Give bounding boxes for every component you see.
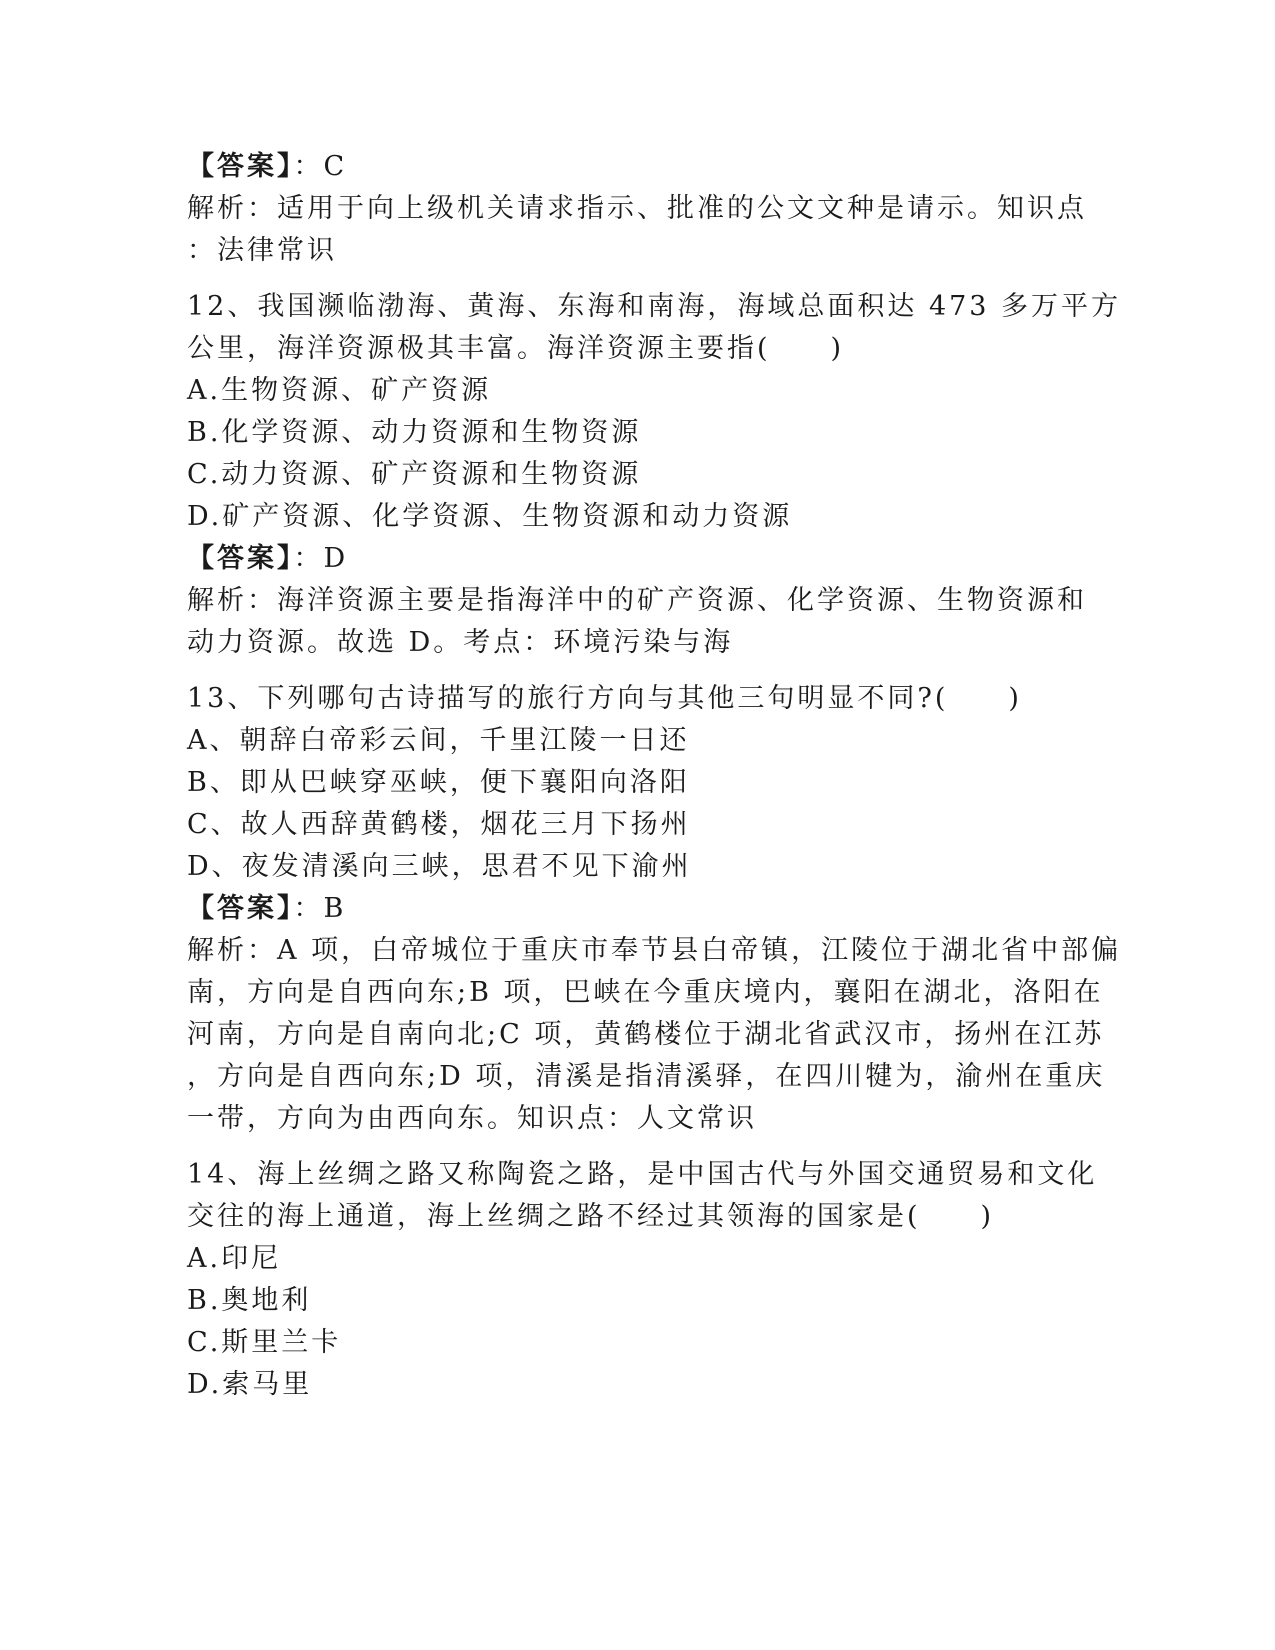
option-a: A、朝辞白帝彩云间，千里江陵一日还: [187, 725, 690, 756]
explanation-line: 河南，方向是自南向北;C 项，黄鹤楼位于湖北省武汉市，扬州在江苏: [187, 1019, 1105, 1050]
option-b: B、即从巴峡穿巫峡，便下襄阳向洛阳: [187, 767, 690, 798]
answer-value: ：C: [293, 151, 348, 182]
explanation-line: ：法律常识: [187, 235, 337, 266]
explanation-line: 南，方向是自西向东;B 项，巴峡在今重庆境内，襄阳在湖北，洛阳在: [187, 977, 1104, 1008]
answer-label: 【答案】: [187, 893, 294, 924]
question-stem: 12、我国濒临渤海、黄海、东海和南海，海域总面积达 473 多万平方: [187, 291, 1122, 322]
explanation-line: ，方向是自西向东;D 项，清溪是指清溪驿，在四川犍为，渝州在重庆: [187, 1061, 1106, 1092]
answer-line: [187, 888, 1087, 930]
option-b: B.化学资源、动力资源和生物资源: [187, 417, 642, 448]
answer-line: [187, 146, 1087, 188]
explanation-line: 一带，方向为由西向东。知识点：人文常识: [187, 1103, 757, 1134]
question-stem: 交往的海上通道，海上丝绸之路不经过其领海的国家是( ): [187, 1201, 995, 1232]
option-d: D、夜发清溪向三峡，思君不见下渝州: [187, 851, 692, 882]
answer-label: 【答案】: [187, 543, 294, 574]
option-b: B.奥地利: [187, 1285, 312, 1316]
option-c: C、故人西辞黄鹤楼，烟花三月下扬州: [187, 809, 691, 840]
option-d: D.索马里: [187, 1369, 313, 1400]
option-c: C.动力资源、矿产资源和生物资源: [187, 459, 642, 490]
answer-value: ：B: [293, 893, 347, 924]
explanation-line: 解析：适用于向上级机关请求指示、批准的公文文种是请示。知识点: [187, 193, 1087, 224]
explanation-line: 动力资源。故选 D。考点：环境污染与海: [187, 627, 734, 658]
document-content: [187, 146, 1122, 1406]
question-stem: 公里，海洋资源极其丰富。海洋资源主要指( ): [187, 333, 845, 364]
answer-line: [187, 538, 1087, 580]
option-a: A.生物资源、矿产资源: [187, 375, 492, 406]
explanation-line: 解析：A 项，白帝城位于重庆市奉节县白帝镇，江陵位于湖北省中部偏: [187, 935, 1122, 966]
answer-value: ：D: [293, 543, 349, 574]
question-stem: 14、海上丝绸之路又称陶瓷之路，是中国古代与外国交通贸易和文化: [187, 1159, 1098, 1190]
option-c: C.斯里兰卡: [187, 1327, 342, 1358]
option-a: A.印尼: [187, 1243, 282, 1274]
question-stem: 13、下列哪句古诗描写的旅行方向与其他三句明显不同?( ): [187, 683, 1022, 714]
option-d: D.矿产资源、化学资源、生物资源和动力资源: [187, 501, 793, 532]
answer-label: 【答案】: [187, 151, 294, 182]
explanation-line: 解析：海洋资源主要是指海洋中的矿产资源、化学资源、生物资源和: [187, 585, 1087, 616]
